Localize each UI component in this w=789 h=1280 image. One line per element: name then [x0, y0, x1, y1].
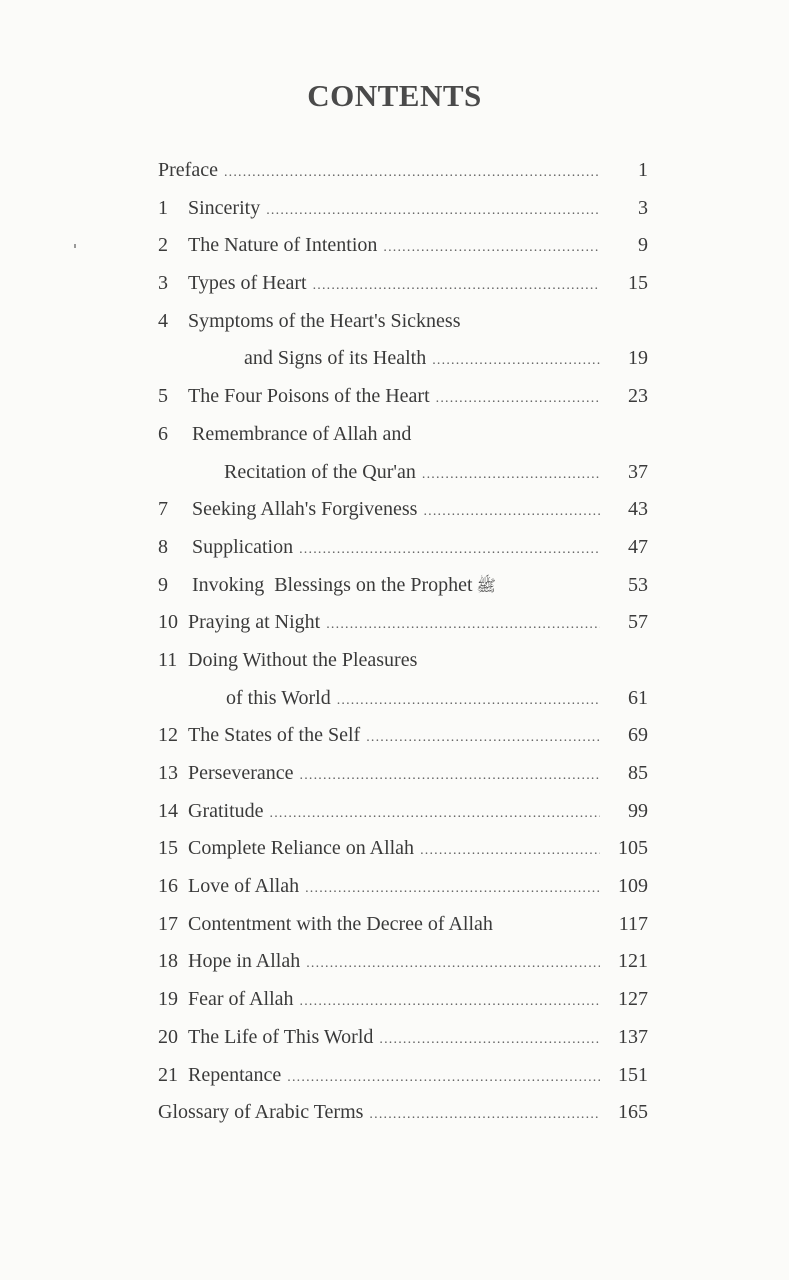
toc-entry-title: Complete Reliance on Allah [188, 837, 415, 860]
toc-entry-title: Symptoms of the Heart's Sickness [188, 309, 461, 332]
toc-entry-life-of-this-world[interactable] [158, 1019, 648, 1057]
dot-leader [306, 945, 600, 983]
chapter-number: 15 [158, 837, 178, 860]
toc-entry-glossary[interactable] [158, 1094, 648, 1132]
toc-entry-doing-without-line-1[interactable] [158, 642, 648, 680]
toc-entry-title: The Nature of Intention [188, 234, 378, 257]
toc-entry-repentance[interactable] [158, 1057, 648, 1095]
chapter-number: 1 [158, 196, 168, 219]
dot-leader [224, 154, 600, 192]
toc-page-number: 3 [638, 196, 648, 219]
toc-entry-states-of-self[interactable] [158, 717, 648, 755]
toc-page-number: 43 [628, 498, 648, 521]
toc-page-number: 53 [628, 573, 648, 596]
dot-leader [337, 682, 600, 720]
toc-page-number: 165 [618, 1101, 648, 1124]
toc-entry-love-of-allah[interactable] [158, 868, 648, 906]
chapter-number: 21 [158, 1063, 178, 1086]
chapter-number: 8 [158, 535, 168, 558]
toc-entry-fear-of-allah[interactable] [158, 981, 648, 1019]
chapter-number: 5 [158, 385, 168, 408]
toc-entry-title: Praying at Night [188, 611, 321, 634]
toc-page-number: 127 [618, 988, 648, 1011]
toc-page-number: 57 [628, 611, 648, 634]
toc-entry-praying-at-night[interactable] [158, 604, 648, 642]
toc-page-number: 105 [618, 837, 648, 860]
chapter-number: 3 [158, 272, 168, 295]
chapter-number: 10 [158, 611, 178, 634]
toc-page-number: 121 [618, 950, 648, 973]
dot-leader [369, 1096, 600, 1134]
toc-page-number: 23 [628, 385, 648, 408]
toc-entry-title: Remembrance of Allah and [192, 422, 412, 445]
chapter-number: 13 [158, 762, 178, 784]
toc-entry-symptoms-line-2[interactable] [158, 340, 648, 378]
dot-leader [287, 1059, 600, 1097]
toc-entry-perseverance[interactable] [158, 755, 648, 793]
toc-entry-title: Contentment with the Decree of Allah [188, 912, 493, 935]
toc-entry-title: The Four Poisons of the Heart [188, 385, 430, 408]
chapter-number: 17 [158, 912, 178, 935]
toc-page-number: 47 [628, 535, 648, 558]
chapter-number: 6 [158, 422, 168, 445]
toc-page-number: 15 [628, 272, 648, 295]
dot-leader [366, 719, 600, 757]
toc-entry-symptoms-line-1[interactable] [158, 303, 648, 341]
toc-entry-title: of this World [226, 686, 331, 709]
toc-entry-title: Fear of Allah [188, 988, 294, 1011]
toc-entry-title: Doing Without the Pleasures [188, 648, 418, 671]
toc-entry-title: The Life of This World [188, 1025, 374, 1048]
toc-entry-remembrance-line-2[interactable] [158, 454, 648, 492]
dot-leader [326, 606, 600, 644]
toc-entry-title: Love of Allah [188, 875, 300, 898]
toc-entry-title: Sincerity [188, 196, 261, 219]
chapter-number: 7 [158, 498, 168, 521]
toc-entry-gratitude[interactable] [158, 793, 648, 831]
toc-entry-title: Repentance [188, 1063, 282, 1086]
print-speck [74, 244, 76, 248]
toc-page-number: 61 [628, 686, 648, 709]
dot-leader [299, 531, 600, 569]
toc-entry-remembrance-line-1[interactable] [158, 416, 648, 454]
toc-entry-title: Gratitude [188, 799, 264, 822]
chapter-number: 18 [158, 950, 178, 973]
toc-entry-title: Perseverance [188, 762, 294, 784]
toc-entry-seeking-forgiveness[interactable] [158, 491, 648, 529]
dot-leader [379, 1021, 600, 1059]
dot-leader [300, 757, 601, 795]
toc-page-number: 69 [628, 724, 648, 747]
toc-entry-supplication[interactable] [158, 529, 648, 567]
toc-entry-title: Seeking Allah's Forgiveness [192, 498, 418, 521]
page-title: CONTENTS [307, 78, 482, 113]
toc-page-number: 19 [628, 347, 648, 370]
toc-entry-sincerity[interactable] [158, 190, 648, 228]
toc-entry-title: Supplication [192, 535, 294, 558]
dot-leader [432, 342, 600, 380]
toc-entry-preface[interactable] [158, 152, 648, 190]
dot-leader [313, 267, 600, 305]
chapter-number: 4 [158, 309, 168, 332]
toc-page-number: 151 [618, 1063, 648, 1086]
chapter-number: 11 [158, 648, 178, 671]
dot-leader [422, 456, 600, 494]
toc-entry-invoking-blessings[interactable] [158, 567, 648, 605]
toc-page-number: 117 [618, 912, 648, 935]
chapter-number: 9 [158, 573, 168, 596]
toc-entry-title: and Signs of its Health [244, 347, 427, 370]
chapter-number: 14 [158, 799, 178, 822]
dot-leader [266, 192, 600, 230]
dot-leader [436, 380, 600, 418]
toc-entry-hope-in-allah[interactable] [158, 943, 648, 981]
table-of-contents [158, 152, 648, 1132]
dot-leader [305, 870, 600, 908]
toc-page-number: 85 [628, 762, 648, 784]
toc-entry-title: Invoking Blessings on the Prophet [192, 573, 473, 596]
chapter-number: 12 [158, 724, 178, 747]
toc-entry-title: Preface [158, 159, 218, 181]
toc-page-number: 37 [628, 460, 648, 483]
toc-entry-types-of-heart[interactable] [158, 265, 648, 303]
toc-entry-nature-of-intention[interactable] [158, 227, 648, 265]
toc-entry-title: Hope in Allah [188, 950, 301, 973]
toc-entry-doing-without-line-2[interactable] [158, 680, 648, 718]
dot-leader [383, 229, 600, 267]
chapter-number: 19 [158, 988, 178, 1011]
salutation-seal-icon: ﷺ [476, 577, 496, 595]
dot-leader [423, 493, 600, 531]
toc-page-number: 1 [638, 159, 648, 181]
toc-entry-title: Recitation of the Qur'an [224, 460, 416, 483]
chapter-number: 2 [158, 234, 168, 257]
chapter-number: 16 [158, 875, 178, 898]
toc-entry-contentment[interactable] [158, 906, 648, 944]
toc-entry-complete-reliance[interactable] [158, 830, 648, 868]
toc-page-number: 9 [638, 234, 648, 257]
toc-page-number: 109 [618, 875, 648, 898]
toc-page-number: 99 [628, 799, 648, 822]
toc-page-number: 137 [618, 1025, 648, 1048]
dot-leader [270, 795, 600, 833]
chapter-number: 20 [158, 1025, 178, 1048]
dot-leader [420, 832, 600, 870]
toc-entry-title: Types of Heart [188, 272, 307, 295]
dot-leader [300, 983, 600, 1021]
toc-entry-title: Glossary of Arabic Terms [158, 1101, 364, 1124]
toc-entry-four-poisons[interactable] [158, 378, 648, 416]
toc-entry-title: The States of the Self [188, 724, 361, 747]
